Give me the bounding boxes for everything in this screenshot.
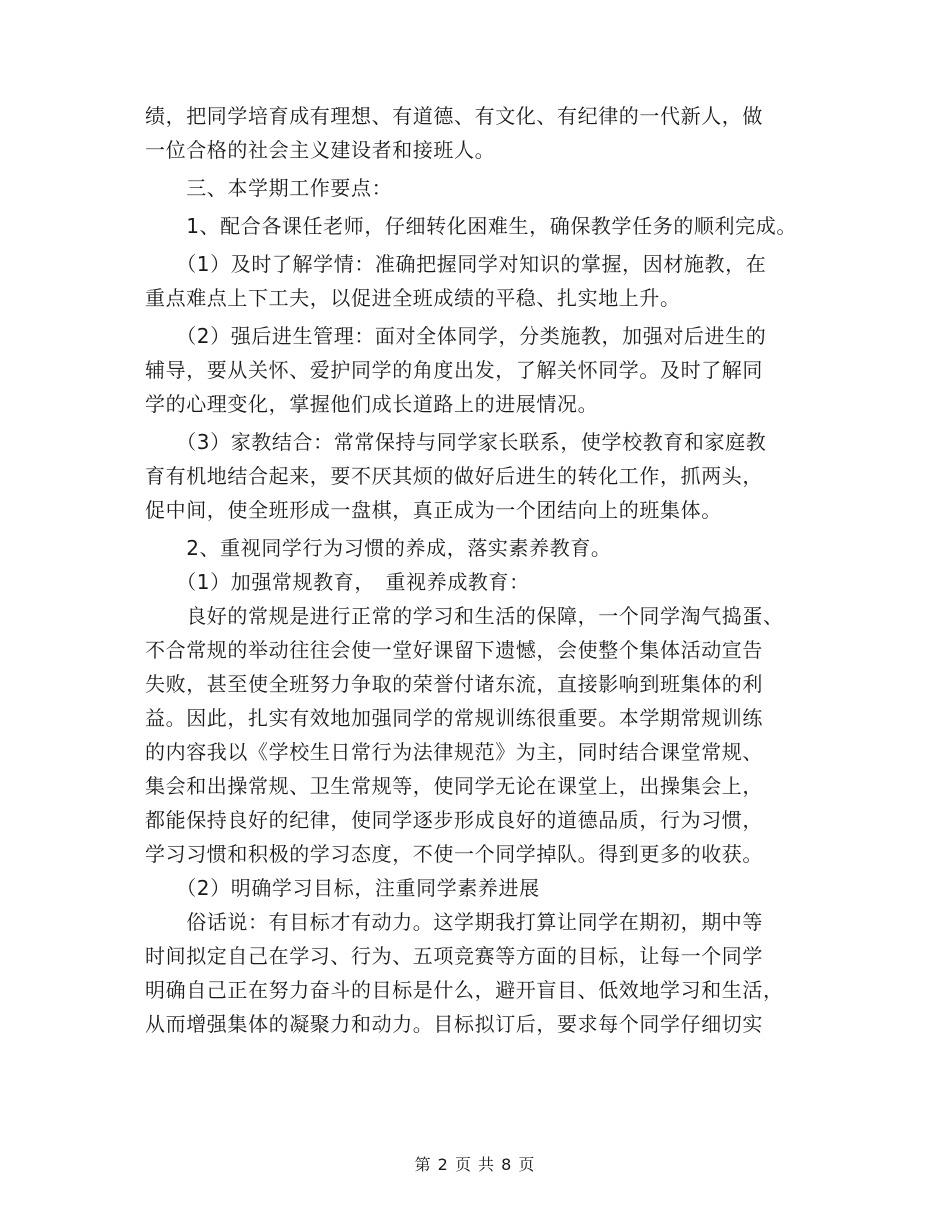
text-line: 不合常规的举动往往会使一堂好课留下遗憾，会使整个集体活动宣告 xyxy=(145,638,763,662)
text-line: 学的心理变化，掌握他们成长道路上的进展情况。 xyxy=(145,392,599,416)
document-body xyxy=(145,99,825,1041)
text-line: 集会和出操常规、卫生常规等，使同学无论在课堂上，出操集会上， xyxy=(145,774,763,798)
text-line: （1）加强常规教育， 重视养成教育： xyxy=(145,570,530,594)
text-line: 都能保持良好的纪律，使同学逐步形成良好的道德品质，行为习惯， xyxy=(145,808,763,832)
text-line: 1、配合各课任老师，仔细转化困难生，确保教学任务的顺利完成。 xyxy=(145,214,797,238)
text-line: 学习习惯和积极的学习态度，不使一个同学掉队。得到更多的收获。 xyxy=(145,842,763,866)
section-heading: 三、本学期工作要点： xyxy=(145,176,393,200)
text-line: （2）强后进生管理：面对全体同学，分类施教，加强对后进生的 xyxy=(145,324,767,348)
text-line: 时间拟定自己在学习、行为、五项竞赛等方面的目标，让每一个同学 xyxy=(145,944,763,968)
text-line: （3）家教结合：常常保持与同学家长联系，使学校教育和家庭教 xyxy=(145,430,767,454)
text-line: （2）明确学习目标，注重同学素养进展 xyxy=(145,876,540,900)
text-line: 绩，把同学培育成有理想、有道德、有文化、有纪律的一代新人，做 xyxy=(145,104,763,128)
text-line: 明确自己正在努力奋斗的目标是什么，避开盲目、低效地学习和生活， xyxy=(145,978,784,1002)
text-line: 重点难点上下工夫，以促进全班成绩的平稳、扎实地上升。 xyxy=(145,286,681,310)
text-line: 辅导，要从关怀、爱护同学的角度出发，了解关怀同学。及时了解同 xyxy=(145,358,763,382)
text-line: 的内容我以《学校生日常行为法律规范》为主，同时结合课堂常规、 xyxy=(145,740,763,764)
text-line: 俗话说：有目标才有动力。这学期我打算让同学在期初，期中等 xyxy=(145,910,763,934)
text-line: 良好的常规是进行正常的学习和生活的保障，一个同学淘气捣蛋、 xyxy=(145,604,784,628)
text-line: 从而增强集体的凝聚力和动力。目标拟订后，要求每个同学仔细切实 xyxy=(145,1012,763,1036)
text-line: 2、重视同学行为习惯的养成，落实素养教育。 xyxy=(145,536,612,560)
page-number-footer: 第 2 页 共 8 页 xyxy=(414,1155,536,1174)
text-line: （1）及时了解学情：准确把握同学对知识的掌握，因材施教，在 xyxy=(145,252,767,276)
text-line: 促中间，使全班形成一盘棋，真正成为一个团结向上的班集体。 xyxy=(145,498,722,522)
text-line: 一位合格的社会主义建设者和接班人。 xyxy=(145,138,496,162)
text-line: 益。因此，扎实有效地加强同学的常规训练很重要。本学期常规训练 xyxy=(145,706,763,730)
text-line: 失败，甚至使全班努力争取的荣誉付诸东流，直接影响到班集体的利 xyxy=(145,672,763,696)
text-line: 育有机地结合起来，要不厌其烦的做好后进生的转化工作，抓两头， xyxy=(145,464,763,488)
